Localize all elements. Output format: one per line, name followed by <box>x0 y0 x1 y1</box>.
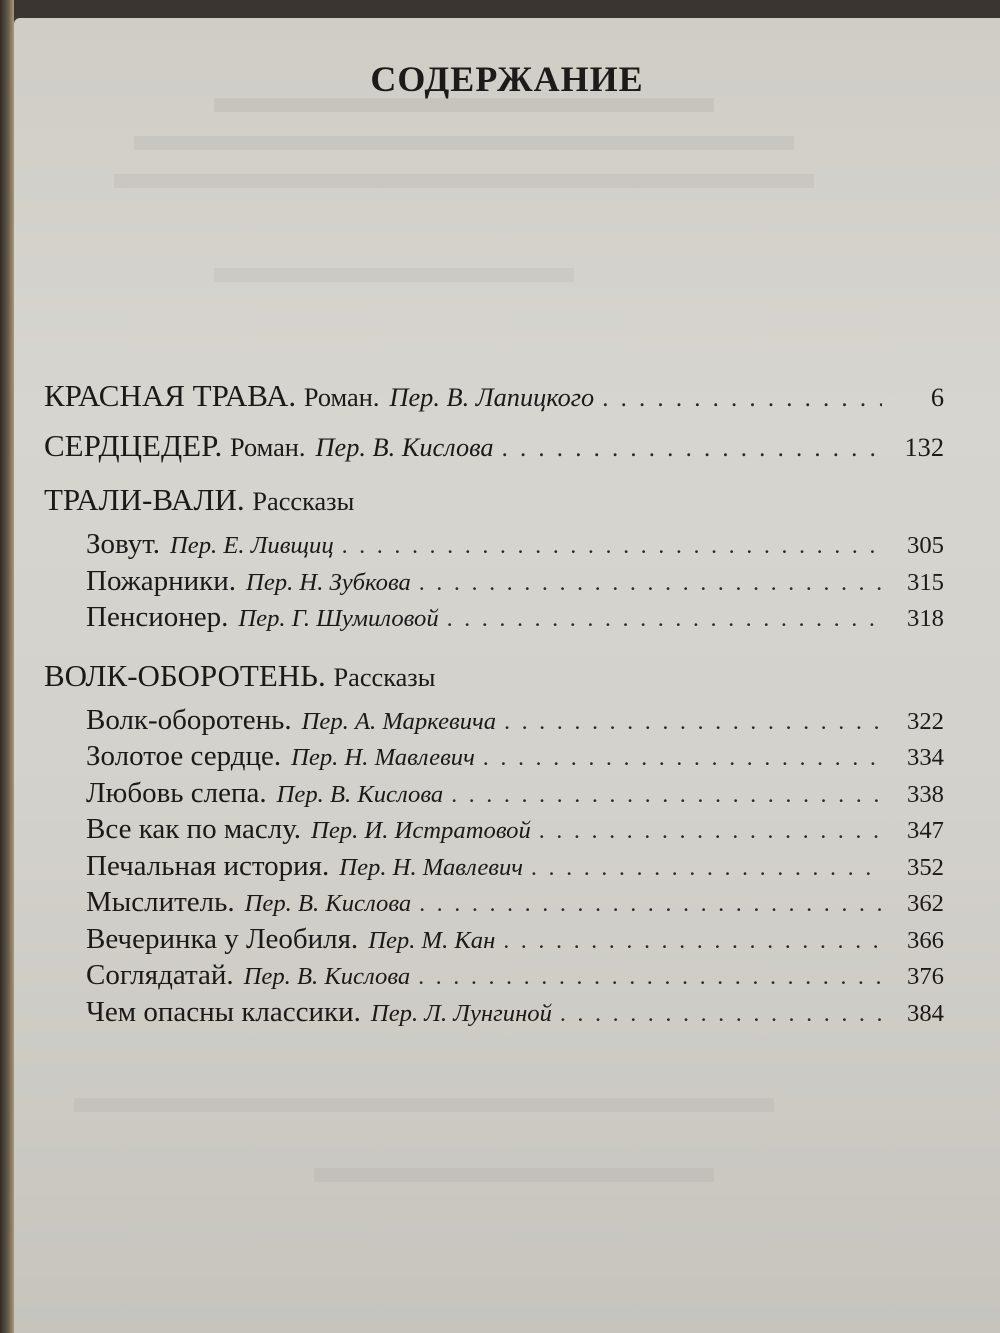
page-number: 362 <box>907 890 944 917</box>
book-page <box>14 18 1000 1333</box>
toc-entry <box>44 428 944 478</box>
leader-dots <box>483 745 882 772</box>
translator: Пер. Н. Мавлевич <box>339 853 524 881</box>
section-heading <box>44 482 944 528</box>
section-title: ВОЛК-ОБОРОТЕНЬ. <box>44 657 326 693</box>
translator: Пер. Г. Шумиловой <box>238 605 439 632</box>
page-number: 366 <box>907 926 944 954</box>
translator: Пер. А. Маркевича <box>301 707 497 735</box>
page-number: 132 <box>904 433 944 462</box>
toc-entry <box>44 813 944 850</box>
page-number: 318 <box>907 605 944 632</box>
translator: Пер. Н. Зубкова <box>246 568 411 596</box>
story-title: Пенсионер. <box>86 601 229 633</box>
show-through-text <box>114 174 814 188</box>
translator: Пер. В. Кислова <box>276 780 444 808</box>
page-number: 352 <box>907 853 944 881</box>
translator: Пер. В. Кислова <box>244 890 412 917</box>
leader-dots <box>503 928 882 955</box>
story-title: Соглядатай. <box>86 959 234 991</box>
toc-entry <box>44 565 944 602</box>
toc-entry <box>44 528 944 565</box>
story-title: Мыслитель. <box>86 886 235 918</box>
toc-entry <box>44 601 944 638</box>
story-title: Золотое сердце. <box>86 740 282 772</box>
leader-dots <box>419 891 882 918</box>
page-number: 305 <box>907 532 944 559</box>
leader-dots <box>418 964 882 991</box>
table-of-contents <box>44 378 944 1032</box>
section-genre: Рассказы <box>252 487 355 516</box>
toc-entry <box>44 740 944 777</box>
toc-entry <box>44 378 944 428</box>
page-number: 338 <box>907 780 944 808</box>
page-number: 347 <box>907 817 944 844</box>
page-title: СОДЕРЖАНИЕ <box>370 59 644 99</box>
translator: Пер. Е. Ливщиц <box>169 532 334 559</box>
work-title: КРАСНАЯ ТРАВА. <box>44 378 297 413</box>
leader-dots <box>419 570 882 597</box>
page-number: 322 <box>907 707 944 735</box>
translator: Пер. М. Кан <box>368 926 496 954</box>
page-number: 315 <box>907 568 944 596</box>
leader-dots <box>560 1001 882 1028</box>
translator: Пер. В. Лапицкого <box>389 383 595 412</box>
page-number: 6 <box>930 383 944 412</box>
translator: Пер. И. Истратовой <box>311 817 531 844</box>
translator: Пер. Л. Лунгиной <box>370 999 552 1027</box>
page-number: 376 <box>907 963 944 990</box>
work-genre: Роман. <box>229 433 306 462</box>
toc-entry <box>44 850 944 887</box>
leader-dots <box>602 385 882 413</box>
leader-dots <box>531 855 882 882</box>
toc-entry <box>44 777 944 814</box>
leader-dots <box>502 435 882 463</box>
translator: Пер. В. Кислова <box>243 963 411 990</box>
story-title: Все как по маслу. <box>86 813 302 845</box>
leader-dots <box>342 533 882 560</box>
story-title: Зовут. <box>86 528 160 560</box>
leader-dots <box>539 818 882 845</box>
toc-entry <box>44 996 944 1033</box>
section-heading <box>44 658 944 704</box>
show-through-text <box>314 1168 714 1182</box>
show-through-text <box>74 1098 774 1112</box>
show-through-text <box>214 268 574 282</box>
story-title: Любовь слепа. <box>86 776 267 809</box>
toc-entry <box>44 704 944 741</box>
leader-dots <box>504 709 882 736</box>
work-genre: Роман. <box>303 383 380 412</box>
toc-entry <box>44 959 944 996</box>
section-title: ТРАЛИ-ВАЛИ. <box>44 482 245 517</box>
leader-dots <box>451 782 882 809</box>
show-through-text <box>134 136 794 150</box>
translator: Пер. Н. Мавлевич <box>291 744 475 771</box>
toc-entry <box>44 923 944 960</box>
story-title: Вечеринка у Леобиля. <box>86 922 359 955</box>
show-through-text <box>214 98 714 112</box>
work-title: СЕРДЦЕДЕР. <box>44 428 223 463</box>
leader-dots <box>447 606 882 633</box>
story-title: Печальная история. <box>86 849 330 882</box>
translator: Пер. В. Кислова <box>315 433 494 462</box>
section-genre: Рассказы <box>333 662 436 692</box>
page-number: 384 <box>907 999 944 1027</box>
story-title: Пожарники. <box>86 564 237 597</box>
page-number: 334 <box>907 744 944 771</box>
story-title: Волк-оборотень. <box>86 703 292 736</box>
story-title: Чем опасны классики. <box>86 995 361 1028</box>
book-cover-edge <box>0 0 14 1333</box>
toc-entry <box>44 886 944 923</box>
